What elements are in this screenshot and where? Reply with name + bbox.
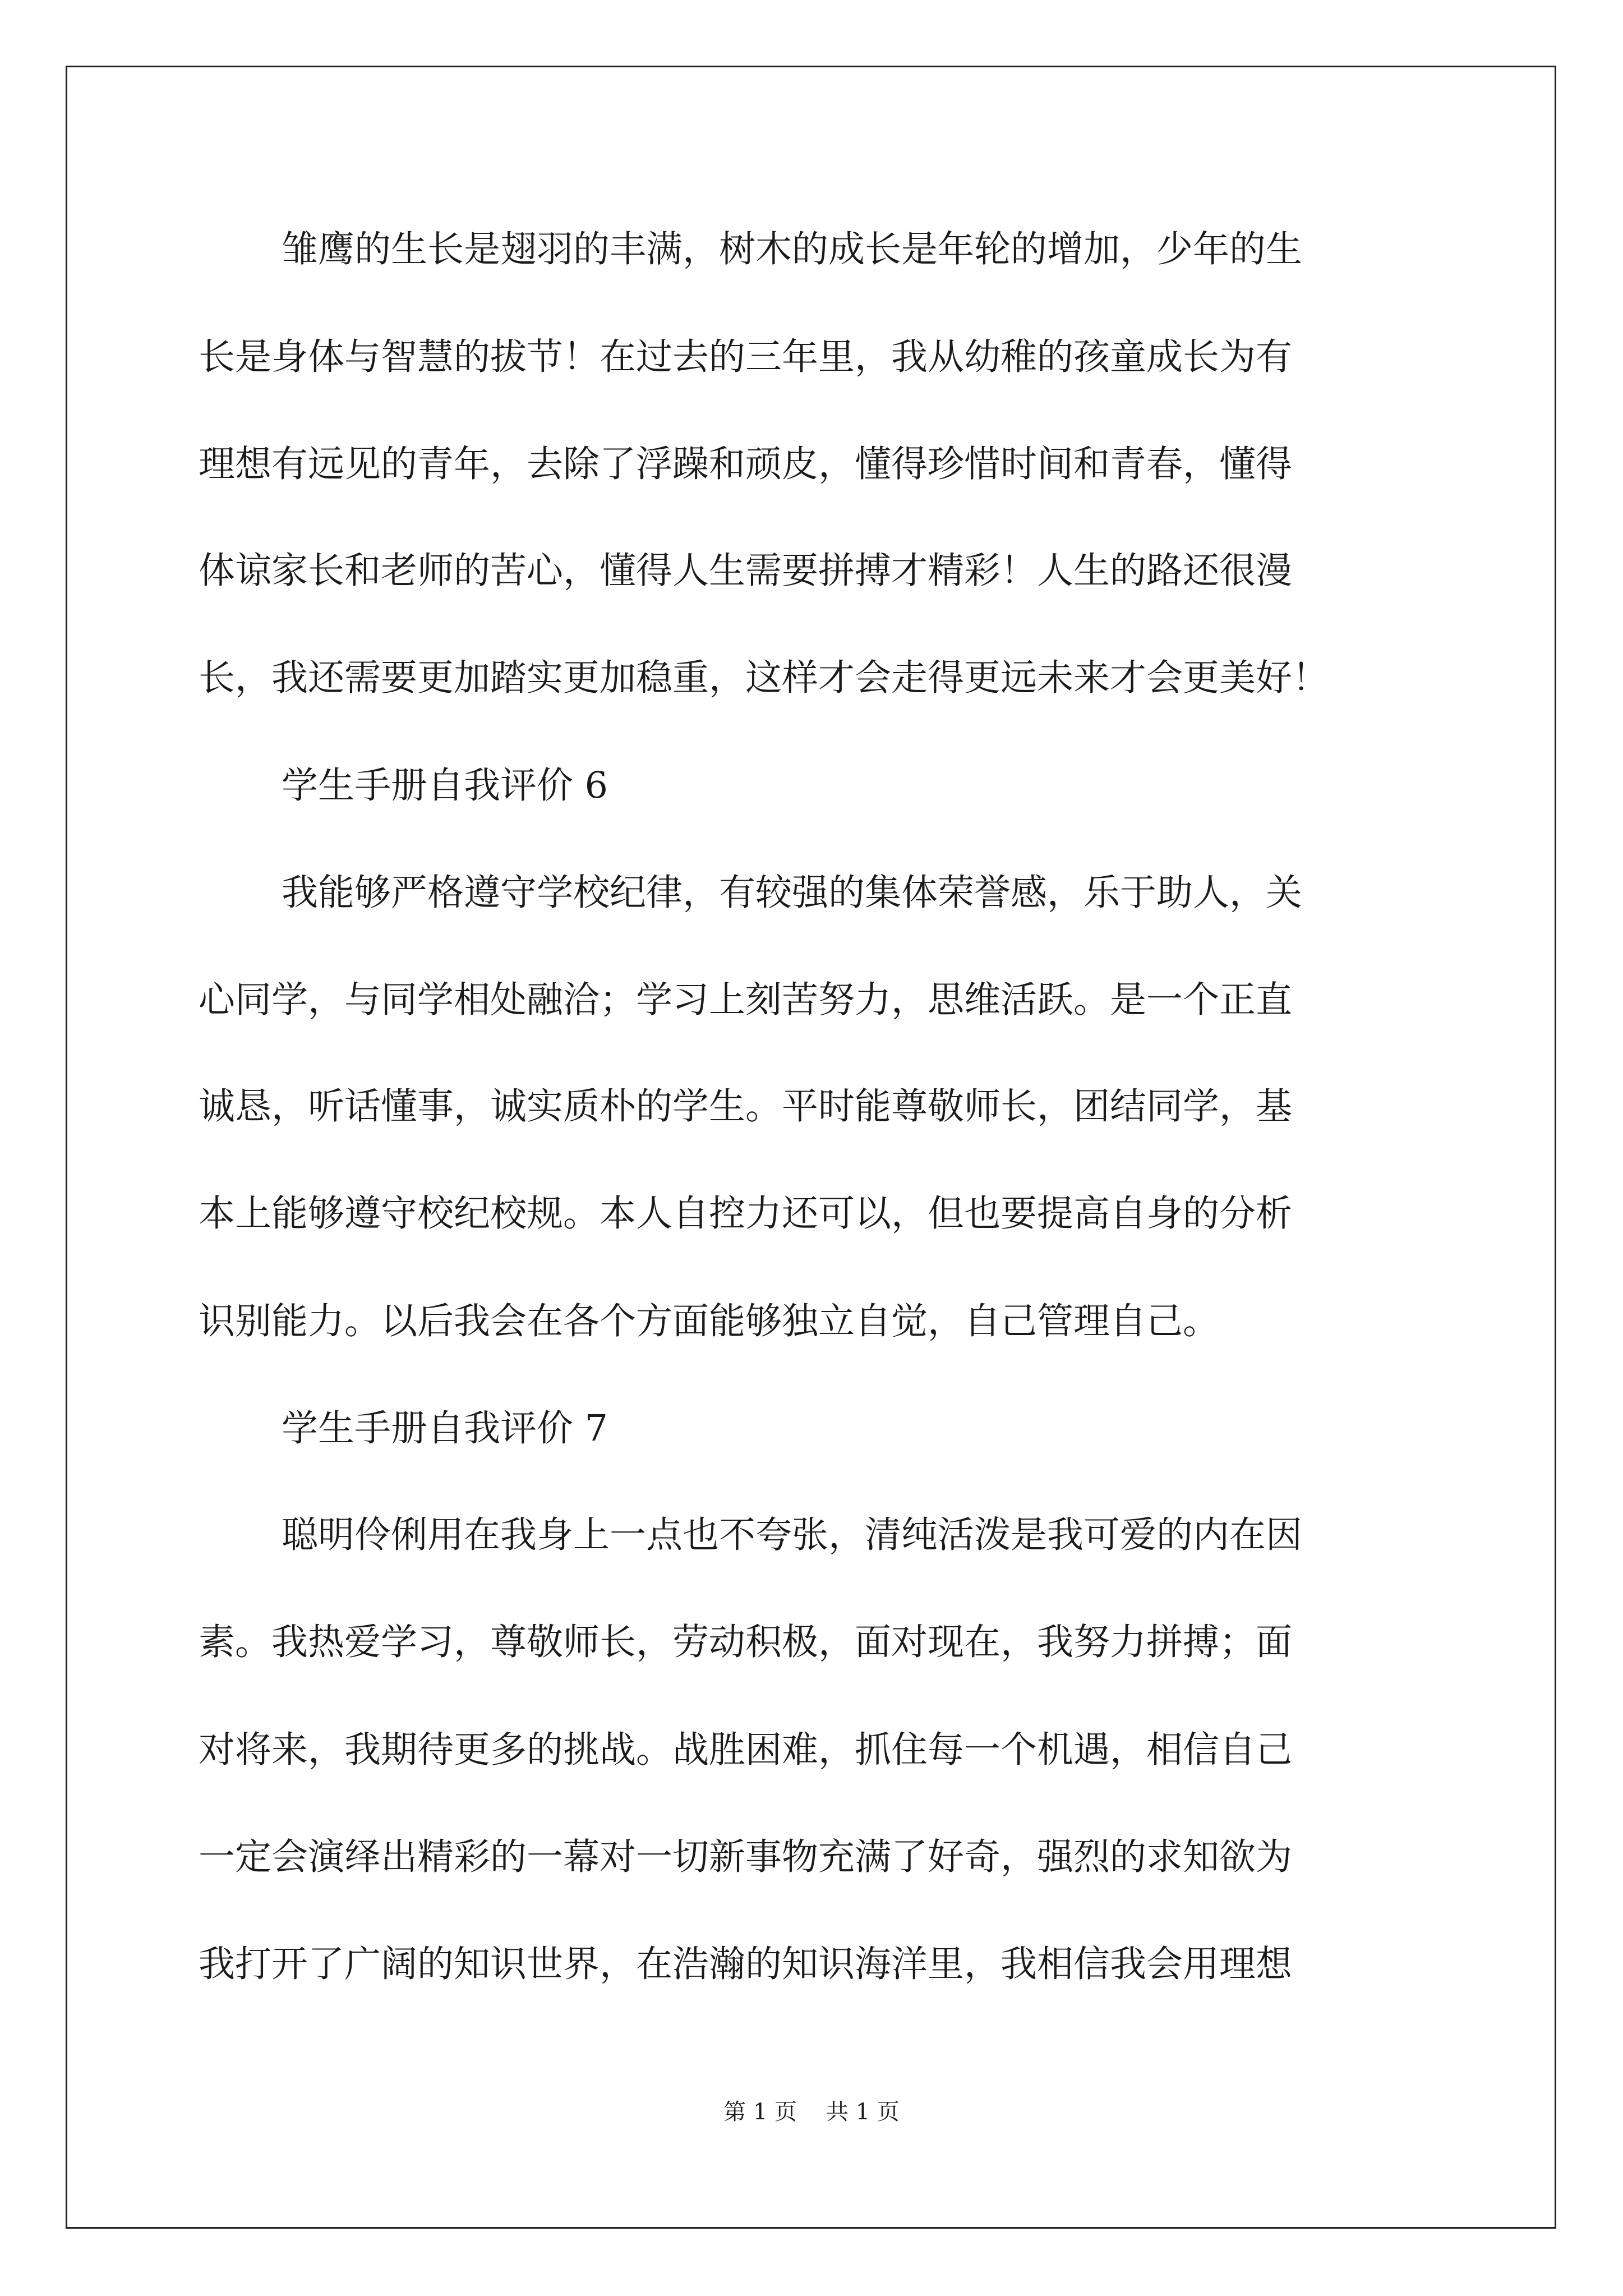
page-footer	[0, 2098, 1623, 2126]
paragraph-line: 识别能力。以后我会在各个方面能够独立自觉，自己管理自己。	[199, 1300, 1220, 1342]
paragraph-line: 体谅家长和老师的苦心，懂得人生需要拼搏才精彩！人生的路还很漫	[199, 550, 1293, 592]
paragraph-line: 长是身体与智慧的拔节！在过去的三年里，我从幼稚的孩童成长为有	[199, 336, 1293, 378]
section-heading: 学生手册自我评价 6	[282, 765, 608, 807]
page-number: 第 1 页	[723, 2099, 797, 2125]
section-heading: 学生手册自我评价 7	[282, 1407, 608, 1450]
paragraph-line: 我打开了广阔的知识世界，在浩瀚的知识海洋里，我相信我会用理想	[199, 1943, 1293, 1985]
page-total: 共 1 页	[826, 2099, 900, 2125]
paragraph-line: 一定会演绎出精彩的一幕对一切新事物充满了好奇，强烈的求知欲为	[199, 1836, 1293, 1878]
paragraph-line: 素。我热爱学习，尊敬师长，劳动积极，面对现在，我努力拼搏；面	[199, 1621, 1293, 1663]
paragraph-line: 我能够严格遵守学校纪律，有较强的集体荣誉感，乐于助人，关	[282, 872, 1303, 914]
page-border	[66, 66, 1556, 2229]
paragraph-line: 心同学，与同学相处融洽；学习上刻苦努力，思维活跃。是一个正直	[199, 979, 1293, 1021]
paragraph-line: 诚恳，听话懂事，诚实质朴的学生。平时能尊敬师长，团结同学，基	[199, 1085, 1293, 1128]
paragraph-line: 聪明伶俐用在我身上一点也不夸张，清纯活泼是我可爱的内在因	[282, 1514, 1303, 1556]
paragraph-line: 对将来，我期待更多的挑战。战胜困难，抓住每一个机遇，相信自己	[199, 1729, 1293, 1771]
paragraph-line: 长，我还需要更加踏实更加稳重，这样才会走得更远未来才会更美好！	[199, 657, 1329, 699]
paragraph-line: 雏鹰的生长是翅羽的丰满，树木的成长是年轮的增加，少年的生	[282, 228, 1303, 270]
paragraph-line: 本上能够遵守校纪校规。本人自控力还可以，但也要提高自身的分析	[199, 1193, 1293, 1235]
paragraph-line: 理想有远见的青年，去除了浮躁和顽皮，懂得珍惜时间和青春，懂得	[199, 443, 1293, 485]
